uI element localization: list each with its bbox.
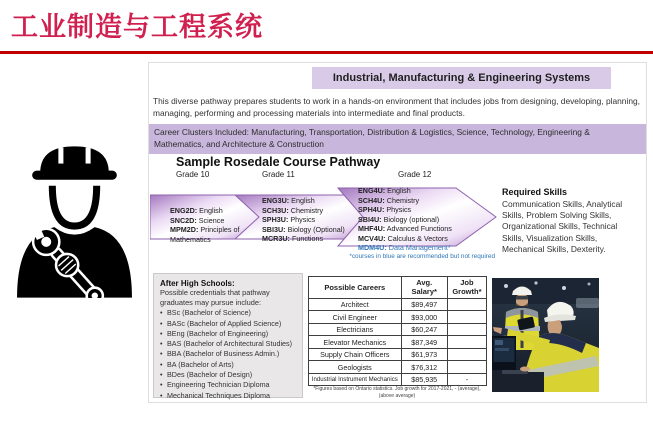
- credential-item: • BSc (Bachelor of Science): [160, 308, 299, 318]
- credential-item: • Mechanical Techniques Diploma: [160, 391, 299, 401]
- industrial-engineers-photo: [492, 278, 599, 392]
- blue-courses-note: *courses in blue are recommended but not required: [349, 253, 495, 260]
- table-row: Supply Chain Officers $61,973: [309, 348, 487, 361]
- table-row: Electricians $60,247: [309, 323, 487, 336]
- table-row: Industrial Instrument Mechanics $85,935 -: [309, 373, 487, 386]
- credentials-list: [160, 308, 299, 401]
- credential-item: • BAS (Bachelor of Architectural Studies): [160, 339, 299, 349]
- required-skills: [502, 187, 626, 255]
- table-row: Civil Engineer $93,000: [309, 311, 487, 324]
- worker-hardhat-wrench-icon: [12, 138, 138, 298]
- header-growth: Job Growth*: [447, 277, 486, 299]
- credential-item: • BA (Bachelor of Arts): [160, 360, 299, 370]
- after-high-school-subtitle: Possible credentials that pathway graduates may pursue include:: [160, 288, 270, 307]
- header-careers: Possible Careers: [309, 277, 402, 299]
- grade-11-label: Grade 11: [262, 170, 295, 179]
- pathway-description: This diverse pathway prepares students to work in a hands-on environment that includes jobs from designing, developing, planning, managing, performing and processing materials into intermediate and final products.: [153, 96, 640, 118]
- grade-11-courses: ENG3U: English SCH3U: Chemistry SPH3U: Physics SBI3U: Biology (Optional) MCR3U: Functions: [262, 196, 345, 244]
- credential-item: • BBA (Bachelor of Business Admin.): [160, 349, 299, 359]
- after-high-school-box: [153, 273, 303, 398]
- content-card: [148, 62, 647, 403]
- recommended-course: MDM4U: Data Management*: [358, 243, 451, 253]
- careers-table: [308, 276, 487, 386]
- table-header-row: [309, 277, 487, 299]
- table-footnote: *Figures based on Ontario statistics. Job growth for 2017-2021, - (average), (above average): [313, 386, 481, 399]
- required-skills-body: Communication Skills, Analytical Skills, Problem Solving Skills, Organizational Skills, Technical Skills, Visualization Skills, Mechanical Skills, Dexterity.: [502, 199, 623, 254]
- table-row: Geologists $76,312: [309, 361, 487, 374]
- credential-item: • Engineering Technician Diploma: [160, 380, 299, 390]
- credential-item: • BASc (Bachelor of Applied Science): [160, 319, 299, 329]
- grade-12-courses: ENG4U: English SCH4U: Chemistry SPH4U: Physics SBI4U: Biology (optional) MHF4U: Advanced Functions MCV4U: Calculus & Vectors MDM4U: Data Management*: [358, 186, 480, 253]
- grade-10-courses: ENG2D: English SNC2D: Science MPM2D: Principles of Mathematics: [170, 206, 240, 244]
- course-pathway-title: Sample Rosedale Course Pathway: [176, 155, 381, 169]
- grade-10-label: Grade 10: [176, 170, 210, 179]
- grade-12-label: Grade 12: [398, 170, 432, 179]
- credential-item: • BDes (Bachelor of Design): [160, 370, 299, 380]
- after-high-school-title: After High Schools:: [160, 279, 235, 288]
- divider-line: [0, 51, 653, 54]
- career-clusters: Career Clusters Included: Manufacturing, Transportation, Distribution & Logistics, Science, Technology, Engineering & Mathematics, and Architecture & Construction: [149, 124, 646, 154]
- pathway-heading: Industrial, Manufacturing & Engineering Systems: [312, 67, 611, 89]
- table-row: Elevator Mechanics $87,349: [309, 336, 487, 349]
- required-skills-title: Required Skills: [502, 187, 568, 197]
- page-title: 工业制造与工程系统: [11, 12, 263, 42]
- credential-item: • BEng (Bachelor of Engineering): [160, 329, 299, 339]
- header-salary: Avg. Salary*: [401, 277, 447, 299]
- table-row: Architect $89,497: [309, 298, 487, 311]
